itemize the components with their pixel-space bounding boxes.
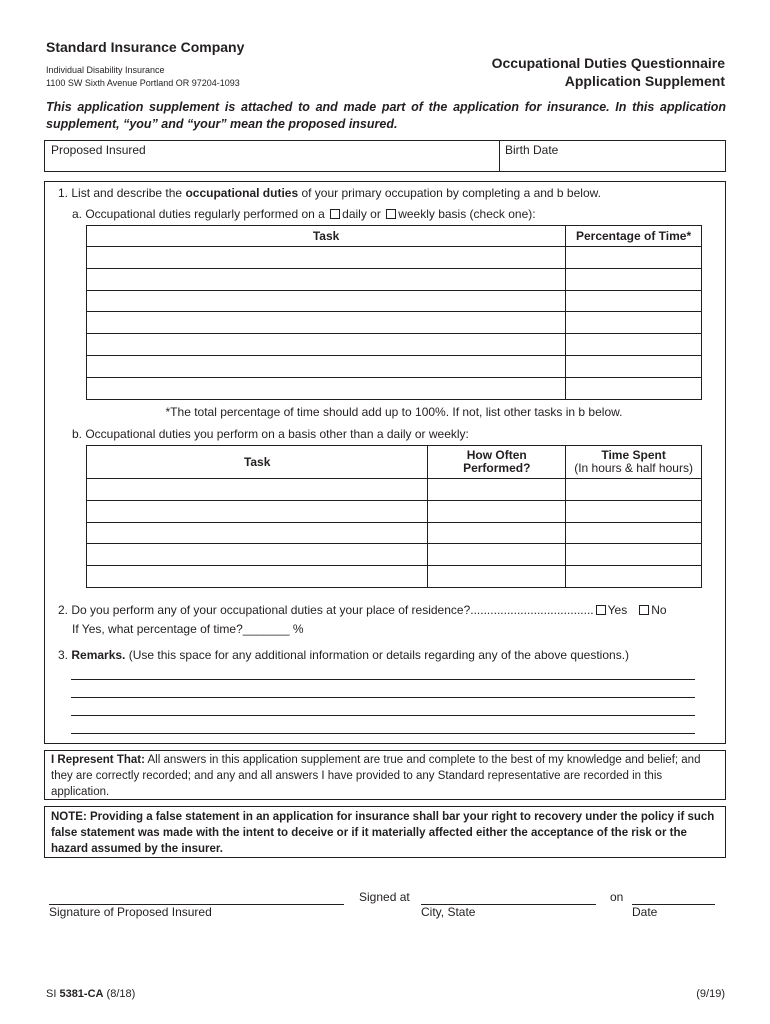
time-spent-column-header: Time Spent (In hours & half hours): [566, 446, 702, 479]
remarks-line[interactable]: [71, 679, 695, 680]
table-row: [87, 566, 702, 588]
question-1a: a. Occupational duties regularly performed on a daily or weekly basis (check one):: [72, 207, 536, 221]
form-title: Occupational Duties Questionnaire: [491, 55, 725, 71]
daily-weekly-duties-table: [86, 225, 702, 421]
question-3: 3. Remarks. (Use this space for any additional information or details regarding any of the above questions.): [58, 648, 630, 662]
form-number: SI 5381-CA (8/18): [46, 988, 136, 1000]
no-checkbox[interactable]: [639, 605, 649, 615]
question-1b: b. Occupational duties you perform on a basis other than a daily or weekly:: [72, 427, 469, 441]
proposed-insured-field[interactable]: Proposed Insured: [51, 143, 146, 157]
task-column-header: Task: [87, 226, 566, 247]
weekly-checkbox[interactable]: [386, 209, 396, 219]
question-1: 1. List and describe the occupational duties of your primary occupation by completing a and b below.: [58, 186, 601, 200]
insured-info-box: [44, 140, 726, 172]
how-often-column-header: How Often Performed?: [428, 446, 566, 479]
table-row: [87, 268, 702, 290]
table-row: [87, 290, 702, 312]
on-label: on: [610, 890, 624, 904]
percentage-note: *The total percentage of time should add up to 100%. If not, list other tasks in b below.: [87, 399, 702, 421]
form-subtitle: Application Supplement: [564, 73, 725, 89]
table-row: [87, 355, 702, 377]
false-statement-note: NOTE: Providing a false statement in an application for insurance shall bar your right to recovery under the policy if such false statement was made with the intent to deceive or if it materially affected either the acceptance of the risk or the hazard assumed by the insurer.: [44, 806, 726, 858]
table-row: [87, 377, 702, 399]
table-row: [87, 522, 702, 544]
representation-statement: I Represent That: All answers in this application supplement are true and complete to the best of my knowledge and belief; and they are correctly recorded; and any and all answers I have provided to any Standard representative are recorded in this application.: [44, 750, 726, 800]
remarks-line[interactable]: [71, 733, 695, 734]
signed-at-label: Signed at: [359, 890, 410, 904]
other-duties-table: [86, 445, 702, 588]
table-row: [87, 500, 702, 522]
birth-date-field[interactable]: Birth Date: [505, 143, 559, 157]
residence-percentage-field[interactable]: If Yes, what percentage of time?_______ %: [72, 622, 304, 636]
table-row: [87, 479, 702, 501]
city-state-label: City, State: [421, 905, 476, 919]
remarks-line[interactable]: [71, 697, 695, 698]
table-row: [87, 247, 702, 269]
yes-checkbox[interactable]: [596, 605, 606, 615]
percentage-column-header: Percentage of Time*: [566, 226, 702, 247]
date-label: Date: [632, 905, 658, 919]
task-column-header: Task: [87, 446, 428, 479]
intro-statement: This application supplement is attached to and made part of the application for insurance. In this application supplement, “you” and “your” mean the proposed insured.: [46, 100, 726, 131]
remarks-line[interactable]: [71, 715, 695, 716]
signature-label: Signature of Proposed Insured: [49, 905, 212, 919]
daily-checkbox[interactable]: [330, 209, 340, 219]
company-address: 1100 SW Sixth Avenue Portland OR 97204-1093: [46, 78, 240, 88]
revision-date: (9/19): [696, 988, 725, 1000]
division-name: Individual Disability Insurance: [46, 65, 165, 75]
table-row: [87, 544, 702, 566]
table-row: [87, 312, 702, 334]
table-row: [87, 334, 702, 356]
question-2: 2. Do you perform any of your occupational duties at your place of residence?..................................... Yes No: [58, 603, 667, 617]
company-name: Standard Insurance Company: [46, 39, 245, 55]
